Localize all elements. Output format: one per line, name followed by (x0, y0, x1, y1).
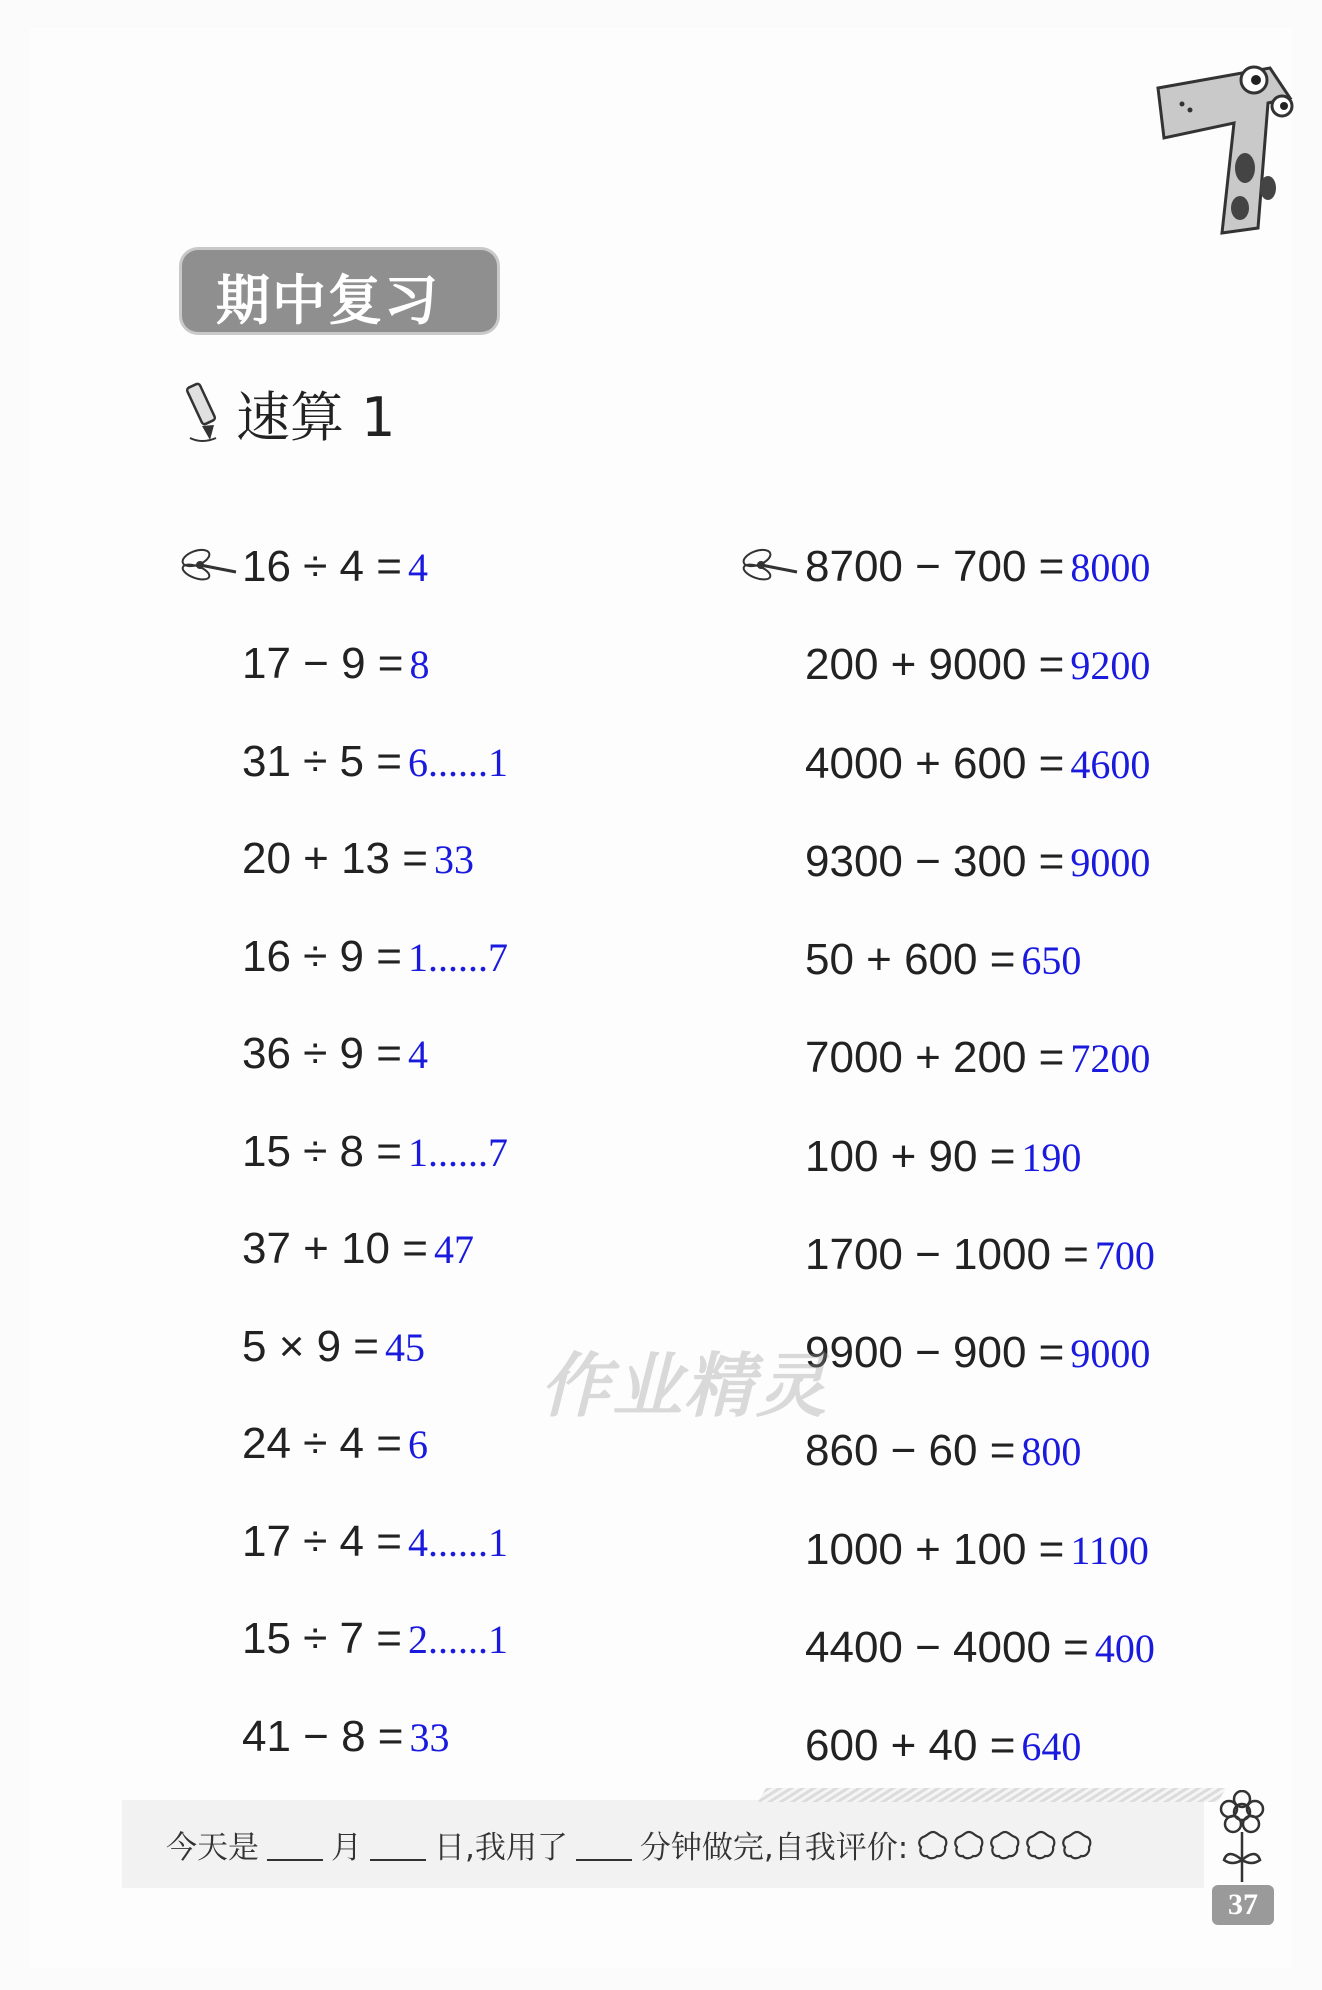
problem-expression: 17 ÷ 4 = (242, 1517, 402, 1566)
list-item (242, 727, 508, 797)
handwritten-answer: 640 (1021, 1723, 1082, 1769)
handwritten-answer: 190 (1021, 1134, 1082, 1180)
problem-expression: 17 − 9 = (242, 639, 404, 688)
star-outline-icon (916, 1829, 950, 1861)
star-outline-icon (988, 1829, 1022, 1861)
page-title: 速算 1 (236, 385, 396, 449)
handwritten-answer: 700 (1094, 1232, 1155, 1278)
handwritten-answer: 6......1 (407, 739, 508, 785)
handwritten-answer: 33 (409, 1714, 450, 1760)
problem-expression: 860 − 60 = (805, 1426, 1016, 1475)
list-item (242, 1019, 428, 1089)
handwritten-answer: 4 (407, 1031, 428, 1077)
handwritten-answer: 1......7 (407, 1129, 508, 1175)
footer-bar (122, 1800, 1204, 1888)
list-item (242, 824, 474, 894)
list-item (242, 532, 428, 602)
problem-expression: 1000 + 100 = (805, 1525, 1065, 1574)
problem-expression: 9900 − 900 = (805, 1328, 1065, 1377)
list-item (242, 1702, 449, 1772)
handwritten-answer: 1......7 (407, 934, 508, 980)
list-item (805, 630, 1150, 700)
handwritten-answer: 9000 (1070, 1330, 1151, 1376)
handwritten-answer: 1100 (1070, 1527, 1149, 1573)
handwritten-answer: 9000 (1070, 839, 1151, 885)
day-blank (370, 1829, 426, 1861)
handwritten-answer: 2......1 (407, 1616, 508, 1662)
list-item (805, 1711, 1081, 1781)
problem-expression: 100 + 90 = (805, 1132, 1016, 1181)
problem-expression: 16 ÷ 4 = (242, 542, 402, 591)
list-item (805, 1023, 1150, 1093)
handwritten-answer: 800 (1021, 1428, 1082, 1474)
minutes-blank (576, 1829, 632, 1861)
list-item (242, 1409, 428, 1479)
problem-expression: 24 ÷ 4 = (242, 1419, 402, 1468)
page-number: 37 (1212, 1885, 1274, 1925)
month-label: 月 (331, 1830, 362, 1866)
handwritten-answer: 7200 (1070, 1035, 1151, 1081)
flower-icon (1212, 1790, 1272, 1890)
handwritten-answer: 4600 (1070, 741, 1151, 787)
giraffe-seven-illustration (1150, 28, 1295, 238)
list-item (805, 1122, 1081, 1192)
problem-expression: 16 ÷ 9 = (242, 932, 402, 981)
list-item (805, 532, 1150, 602)
problem-expression: 20 + 13 = (242, 834, 428, 883)
watermark: 作业精灵 (540, 1345, 828, 1427)
list-item (242, 1507, 508, 1577)
problem-expression: 31 ÷ 5 = (242, 737, 402, 786)
problem-expression: 15 ÷ 7 = (242, 1614, 402, 1663)
problem-expression: 600 + 40 = (805, 1721, 1016, 1770)
problem-expression: 7000 + 200 = (805, 1033, 1065, 1082)
list-item (805, 729, 1150, 799)
list-item (242, 629, 429, 699)
handwritten-answer: 4......1 (407, 1519, 508, 1565)
month-blank (267, 1829, 323, 1861)
problem-expression: 41 − 8 = (242, 1712, 404, 1761)
list-item (242, 1604, 508, 1674)
dragonfly-icon (741, 544, 799, 588)
handwritten-answer: 47 (433, 1226, 474, 1272)
today-label: 今天是 (166, 1830, 259, 1866)
list-item (805, 1220, 1155, 1290)
pencil-icon (180, 382, 226, 444)
section-badge (182, 250, 497, 332)
badge-text: 期中复习 (216, 269, 440, 332)
section-title (180, 378, 396, 448)
list-item (805, 925, 1081, 995)
footer-stripe (758, 1788, 1226, 1802)
list-item (805, 1515, 1149, 1585)
handwritten-answer: 9200 (1070, 642, 1151, 688)
handwritten-answer: 8 (409, 641, 430, 687)
handwritten-answer: 6 (407, 1421, 428, 1467)
list-item (242, 1214, 474, 1284)
star-outline-icon (1060, 1829, 1094, 1861)
star-outline-icon (952, 1829, 986, 1861)
dragonfly-icon (180, 544, 238, 588)
problem-expression: 4400 − 4000 = (805, 1623, 1089, 1672)
list-item (805, 1613, 1155, 1683)
star-outline-icon (1024, 1829, 1058, 1861)
handwritten-answer: 650 (1021, 937, 1082, 983)
problem-expression: 1700 − 1000 = (805, 1230, 1089, 1279)
problem-expression: 37 + 10 = (242, 1224, 428, 1273)
handwritten-answer: 33 (433, 836, 474, 882)
problem-expression: 4000 + 600 = (805, 739, 1065, 788)
handwritten-answer: 8000 (1070, 544, 1151, 590)
problem-expression: 36 ÷ 9 = (242, 1029, 402, 1078)
list-item (242, 922, 508, 992)
problem-expression: 8700 − 700 = (805, 542, 1065, 591)
rating-stars (916, 1829, 1094, 1861)
list-item (242, 1312, 425, 1382)
problem-expression: 50 + 600 = (805, 935, 1016, 984)
problem-expression: 15 ÷ 8 = (242, 1127, 402, 1176)
minutes-label: 分钟做完,自我评价: (639, 1830, 909, 1866)
handwritten-answer: 400 (1094, 1625, 1155, 1671)
handwritten-answer: 45 (385, 1324, 426, 1370)
problem-expression: 9300 − 300 = (805, 837, 1065, 886)
list-item (242, 1117, 508, 1187)
list-item (805, 1416, 1081, 1486)
handwritten-answer: 4 (407, 544, 428, 590)
problem-expression: 5 × 9 = (242, 1322, 380, 1371)
list-item (805, 1318, 1150, 1388)
problem-expression: 200 + 9000 = (805, 640, 1065, 689)
list-item (805, 827, 1150, 897)
self-evaluation-line (166, 1822, 1094, 1867)
day-label: 日,我用了 (434, 1830, 568, 1866)
